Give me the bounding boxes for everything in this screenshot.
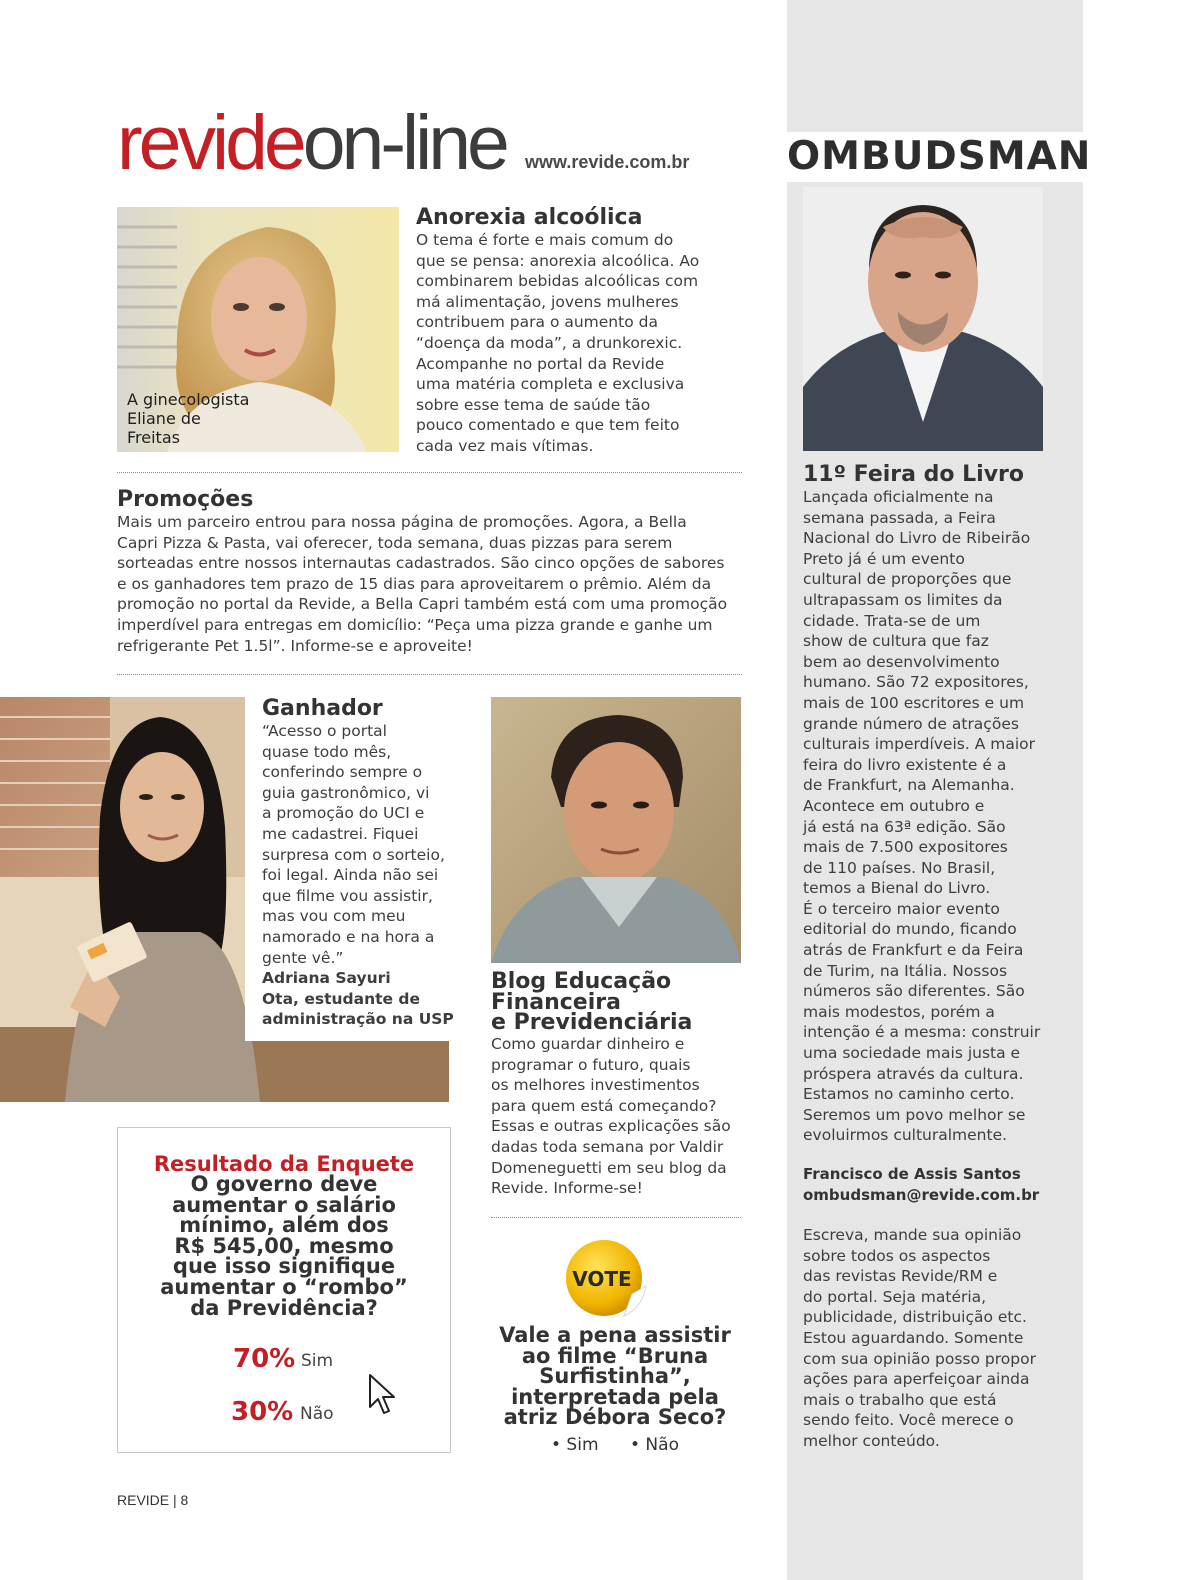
mouse-pointer-icon <box>368 1373 396 1417</box>
ombudsman-title: OMBUDSMAN <box>787 134 1092 179</box>
masthead-logo <box>117 100 506 186</box>
ombudsman-invite: Escreva, mande sua opinião sobre todos os aspectos das revistas Revide/RM e do portal. Seja matéria, publicidade, distribuição etc. Estou aguardando. Somente com sua opinião posso propor ações para aperfeiçoar ainda mais o trabalho que está sendo feito. Você merece o melhor conteúdo. <box>803 1226 1036 1450</box>
poll-no-percent: 30% <box>231 1397 294 1427</box>
photo-caption: A ginecologista Eliane de Freitas <box>127 390 250 447</box>
ganhador-headline[interactable]: Ganhador <box>262 696 383 721</box>
vote-option-yes[interactable]: • Sim <box>551 1435 599 1455</box>
divider <box>117 674 742 675</box>
poll-yes-percent: 70% <box>233 1344 296 1374</box>
divider <box>491 1217 741 1218</box>
page-footer: REVIDE | 8 <box>117 1492 189 1508</box>
anorexia-headline[interactable]: Anorexia alcoólica <box>416 205 643 230</box>
poll-yes-label: Sim <box>301 1351 334 1371</box>
poll-result-question: O governo deve aumentar o salário mínimo, além dos R$ 545,00, mesmo que isso signifique aumentar o “rombo” da Previdência? <box>160 1172 408 1320</box>
poll-result-title: Resultado da Enquete <box>153 1152 415 1176</box>
ombudsman-email-link[interactable]: ombudsman@revide.com.br <box>803 1185 1040 1204</box>
promocoes-headline[interactable]: Promoções <box>117 487 254 512</box>
vote-question: Vale a pena assistir ao filme “Bruna Surfistinha”, interpretada pela atriz Débora Seco? <box>499 1323 731 1430</box>
poll-no-label: Não <box>300 1404 334 1424</box>
blog-body: Como guardar dinheiro e programar o futuro, quais os melhores investimentos para quem está começando? Essas e outras explicações são dadas toda semana por Valdir Domeneguetti em seu blog da Revide. Informe-se! <box>491 1035 731 1198</box>
masthead-url[interactable]: www.revide.com.br <box>525 152 690 172</box>
masthead-online: on-line <box>302 100 506 186</box>
ganhador-attribution: Adriana Sayuri <box>262 969 391 988</box>
ombudsman-photo <box>803 187 1043 451</box>
ganhador-quote: “Acesso o portal quase todo mês, conferindo sempre o guia gastronômico, vi a promoção do UCI e me cadastrei. Fiquei surpresa com o sorteio, foi legal. Ainda não sei que filme vou assistir, mas vou com meu namorado e na hora a gente vê.” Adriana Sayuri Ota, estudante de administração na USP <box>262 722 454 1029</box>
anorexia-body: O tema é forte e mais comum do que se pensa: anorexia alcoólica. Ao combinarem bebidas alcoólicas com má alimentação, jovens mulheres contribuem para o aumento da “doença da moda”, a drunkorexic. Acompanhe no portal da Revide uma matéria completa e exclusiva sobre esse tema de saúde tão pouco comentado e que tem feito cada vez mais vítimas. <box>416 231 700 455</box>
masthead-revide: revide <box>117 100 303 186</box>
vote-option-no[interactable]: • Não <box>630 1435 679 1455</box>
ombudsman-signature <box>803 1164 1039 1205</box>
divider <box>117 472 742 473</box>
blogger-photo <box>491 697 741 963</box>
vote-badge-icon[interactable] <box>562 1236 648 1322</box>
ombudsman-author-name: Francisco de Assis Santos <box>803 1165 1021 1183</box>
ombudsman-article-headline[interactable]: 11º Feira do Livro <box>803 462 1025 487</box>
blog-headline[interactable]: Blog Educação Financeira e Previdenciária <box>491 969 693 1036</box>
vote-badge-text: VOTE <box>572 1267 632 1291</box>
promocoes-body: Mais um parceiro entrou para nossa página de promoções. Agora, a Bella Capri Pizza & Pasta, vai oferecer, toda semana, duas pizzas para serem sorteadas entre nossos internautas cadastrados. São cinco opções de sabores e os ganhadores tem prazo de 15 dias para aproveitarem o prêmio. Além da promoção no portal da Revide, a Bella Capri também está com uma promoção imperdível para entregas em domicílio: “Peça uma pizza grande e ganhe um refrigerante Pet 1.5l”. Informe-se e aproveite! <box>117 513 728 655</box>
ombudsman-article-body: Lançada oficialmente na semana passada, a Feira Nacional do Livro de Ribeirão Preto já é um evento cultural de proporções que ultrapassam os limites da cidade. Trata-se de um show de cultura que faz bem ao desenvolvimento humano. São 72 expositores, mais de 100 escritores e um grande número de atrações culturais imperdíveis. A maior feira do livro existente é a de Frankfurt, na Alemanha. Acontece em outubro e já está na 63ª edição. São mais de 7.500 expositores de 110 países. No Brasil, temos a Bienal do Livro. É o terceiro maior evento editorial do mundo, ficando atrás de Frankfurt e da Feira de Turim, na Itália. Nossos números são diferentes. São mais modestos, porém a intenção é a mesma: construir uma sociedade mais justa e próspera através da cultura. Estamos no caminho certo. Seremos um povo melhor se evoluirmos culturalmente. <box>803 488 1041 1145</box>
